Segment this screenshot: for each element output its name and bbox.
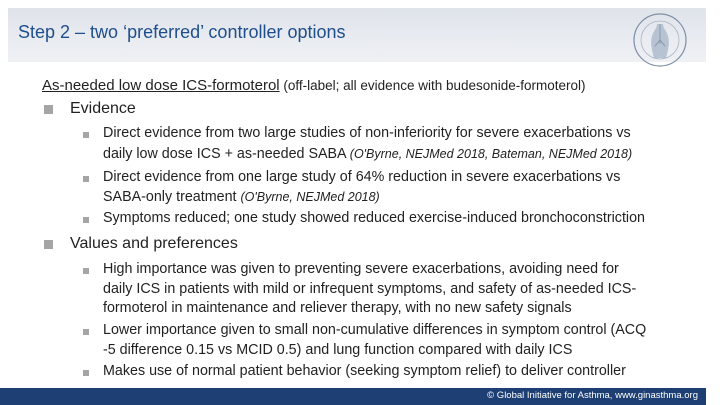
- square-bullet-icon: [83, 176, 89, 182]
- square-bullet-icon: [44, 105, 53, 114]
- values-item-1-line-3: formoterol in maintenance and reliever therapy, with no new safety signals: [103, 300, 572, 316]
- evidence-item-1-text: daily low dose ICS + as-needed SABA: [103, 146, 350, 162]
- evidence-item-1-line-1: Direct evidence from two large studies of non-inferiority for severe exacerbations vs: [103, 125, 631, 141]
- square-bullet-icon: [44, 240, 53, 249]
- evidence-item-3-line-1: Symptoms reduced; one study showed reduced exercise-induced bronchoconstriction: [103, 210, 645, 226]
- square-bullet-icon: [83, 132, 89, 138]
- values-item-2-line-2: -5 difference 0.15 vs MCID 0.5) and lung function compared with daily ICS: [103, 342, 573, 358]
- evidence-item-2-text: SABA-only treatment: [103, 189, 241, 205]
- square-bullet-icon: [83, 268, 89, 274]
- values-item-2-line-1: Lower importance given to small non-cumulative differences in symptom control (ACQ: [103, 322, 647, 338]
- footer-bar: [0, 388, 706, 405]
- square-bullet-icon: [83, 217, 89, 223]
- copyright-text: © Global Initiative for Asthma, www.ginasthma.org: [487, 390, 698, 401]
- evidence-item-2-line-2: [103, 189, 380, 205]
- evidence-item-1-line-2: [103, 146, 632, 162]
- values-item-1-line-1: High importance was given to preventing severe exacerbations, avoiding need for: [103, 261, 619, 277]
- square-bullet-icon: [83, 370, 89, 376]
- heading-note: (off-label; all evidence with budesonide-formoterol): [279, 78, 586, 93]
- values-label: Values and preferences: [70, 235, 238, 252]
- evidence-item-2-citation: (O'Byrne, NEJMed 2018): [240, 190, 380, 204]
- option-heading: [42, 77, 586, 94]
- values-item-1-line-2: daily ICS in patients with mild or infrequent symptoms, and safety of as-needed ICS-: [103, 281, 637, 297]
- evidence-item-1-citation: (O'Byrne, NEJMed 2018, Bateman, NEJMed 2018): [349, 147, 633, 161]
- square-bullet-icon: [83, 329, 89, 335]
- heading-underlined-text: As-needed low dose ICS-formoterol: [42, 77, 280, 94]
- slide-title: Step 2 – two ‘preferred’ controller options: [18, 22, 346, 42]
- evidence-label: Evidence: [70, 100, 136, 117]
- values-item-3-line-1: Makes use of normal patient behavior (seeking symptom relief) to deliver controller: [103, 363, 626, 379]
- evidence-item-2-line-1: Direct evidence from one large study of 64% reduction in severe exacerbations vs: [103, 169, 621, 185]
